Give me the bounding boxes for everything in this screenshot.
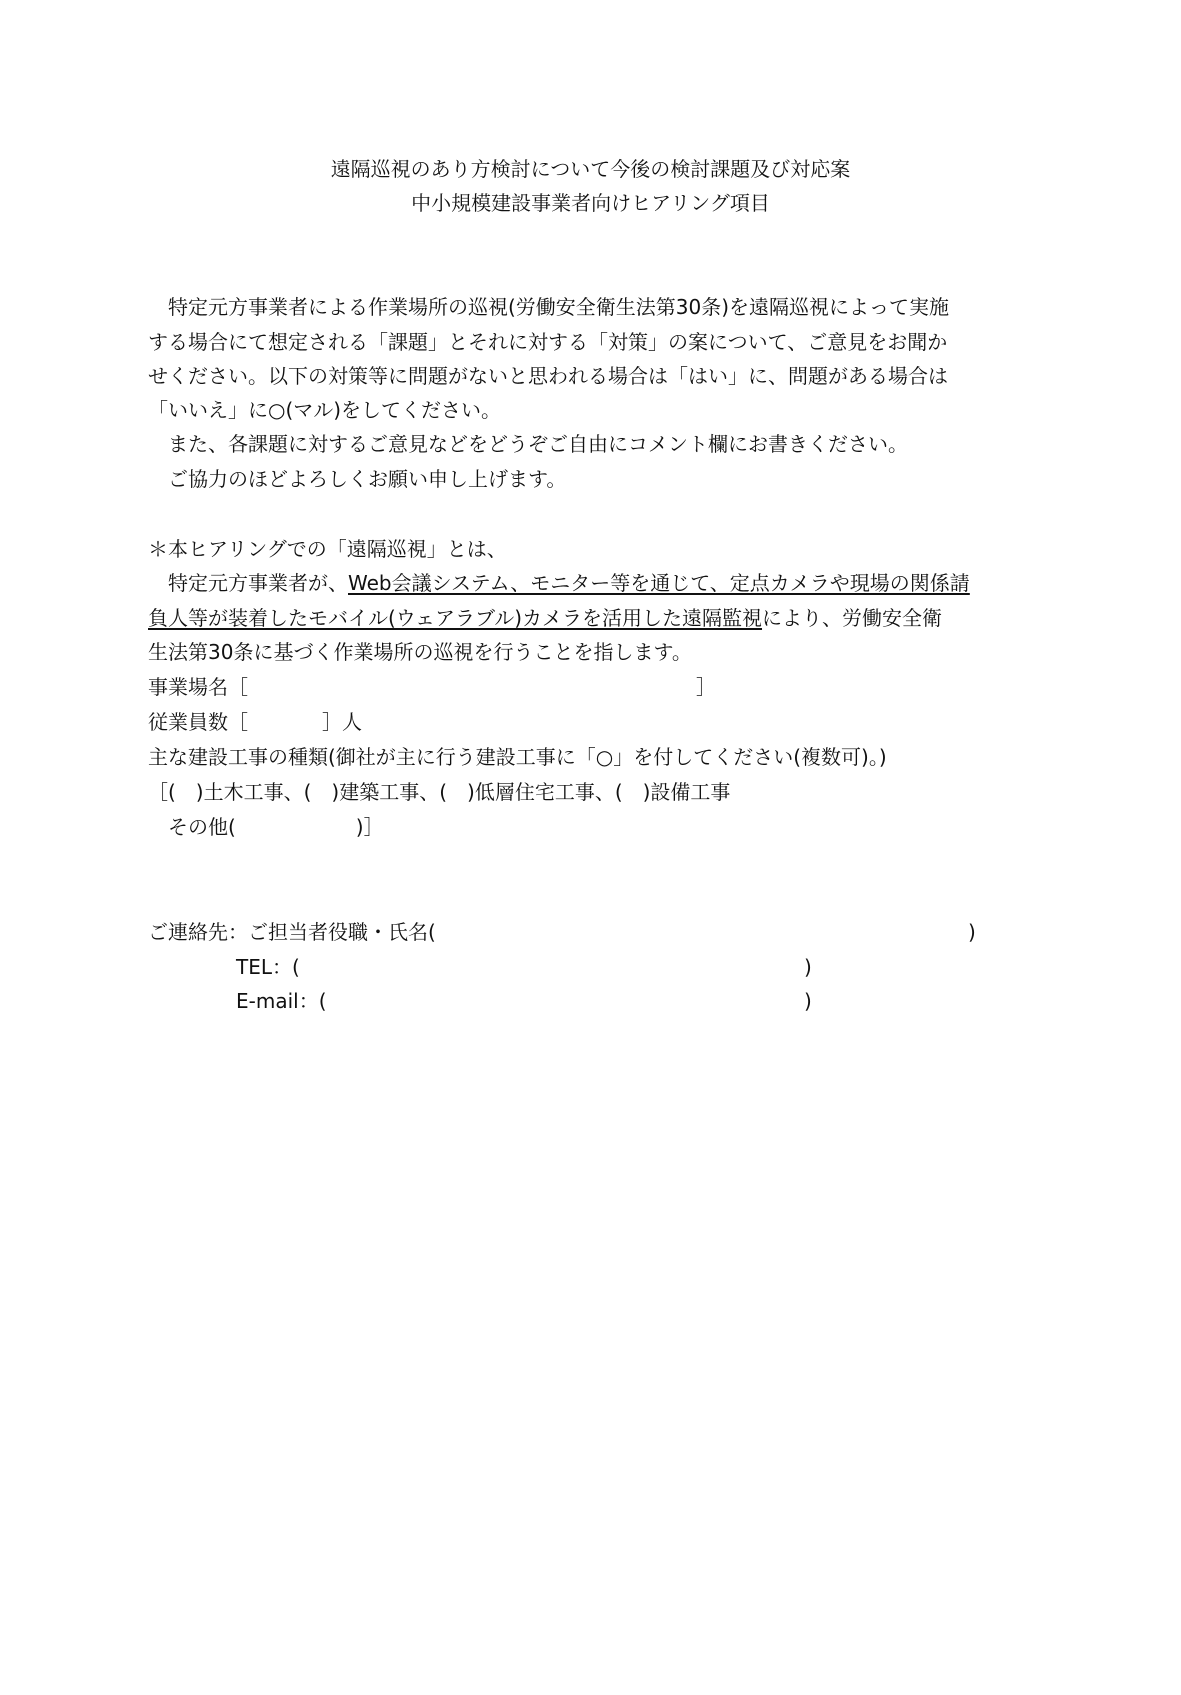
employees-field[interactable] — [256, 705, 322, 739]
construction-type-label: 主な建設工事の種類(御社が主に行う建設工事に「○」を付してください(複数可)。) — [148, 745, 887, 769]
employees-label: 従業員数［ — [148, 710, 248, 734]
definition-heading: ＊本ヒアリングでの「遠隔巡視」とは、 — [148, 537, 507, 561]
contact-label: ご連絡先：ご担当者役職・氏名( — [148, 920, 436, 944]
definition-line-2-suffix: により、労働安全衛 — [762, 606, 943, 630]
email-field[interactable] — [340, 984, 804, 1018]
contact-close-paren: ) — [968, 920, 976, 944]
tel-label: TEL：( — [236, 955, 300, 979]
construction-type-other[interactable]: その他( )］ — [148, 815, 384, 839]
site-name-close-bracket: ］ — [696, 675, 716, 699]
definition-line-1-underlined: Web会議システム、モニター等を通じて、定点カメラや現場の関係請 — [348, 571, 970, 595]
title-line-2: 中小規模建設事業者向けヒアリング項目 — [411, 191, 770, 215]
intro-line-6: ご協力のほどよろしくお願い申し上げます。 — [148, 467, 567, 491]
site-name-field[interactable] — [256, 670, 696, 704]
definition-line-1-prefix: 特定元方事業者が、 — [148, 571, 348, 595]
email-label: E-mail：( — [236, 989, 327, 1013]
document-title — [0, 152, 1181, 220]
definition-line-2-underlined: 負人等が装着したモバイル(ウェアラブル)カメラを活用した遠隔監視 — [148, 606, 763, 630]
intro-line-3: せください。以下の対策等に問題がないと思われる場合は「はい」に、問題がある場合は — [148, 364, 948, 388]
intro-line-4: 「いいえ」に○(マル)をしてください。 — [148, 398, 502, 422]
definition-line-2 — [148, 601, 942, 635]
contact-name-field[interactable] — [468, 915, 968, 949]
employees-close-bracket: ］人 — [322, 710, 362, 734]
definition-line-1 — [148, 566, 970, 600]
intro-line-2: する場合にて想定される「課題」とそれに対する「対策」の案について、ご意見をお聞か — [148, 330, 948, 354]
tel-close-paren: ) — [804, 955, 812, 979]
intro-line-1: 特定元方事業者による作業場所の巡視(労働安全衛生法第30条)を遠隔巡視によって実施 — [148, 295, 950, 319]
definition-line-3: 生法第30条に基づく作業場所の巡視を行うことを指します。 — [148, 640, 692, 664]
site-name-label: 事業場名［ — [148, 675, 248, 699]
intro-line-5: また、各課題に対するご意見などをどうぞご自由にコメント欄にお書きください。 — [148, 432, 908, 456]
title-line-1: 遠隔巡視のあり方検討について今後の検討課題及び対応案 — [330, 157, 851, 181]
tel-field[interactable] — [310, 950, 804, 984]
construction-type-options[interactable]: ［( )土木工事、( )建築工事、( )低層住宅工事、( )設備工事 — [148, 780, 731, 804]
email-close-paren: ) — [804, 989, 812, 1013]
